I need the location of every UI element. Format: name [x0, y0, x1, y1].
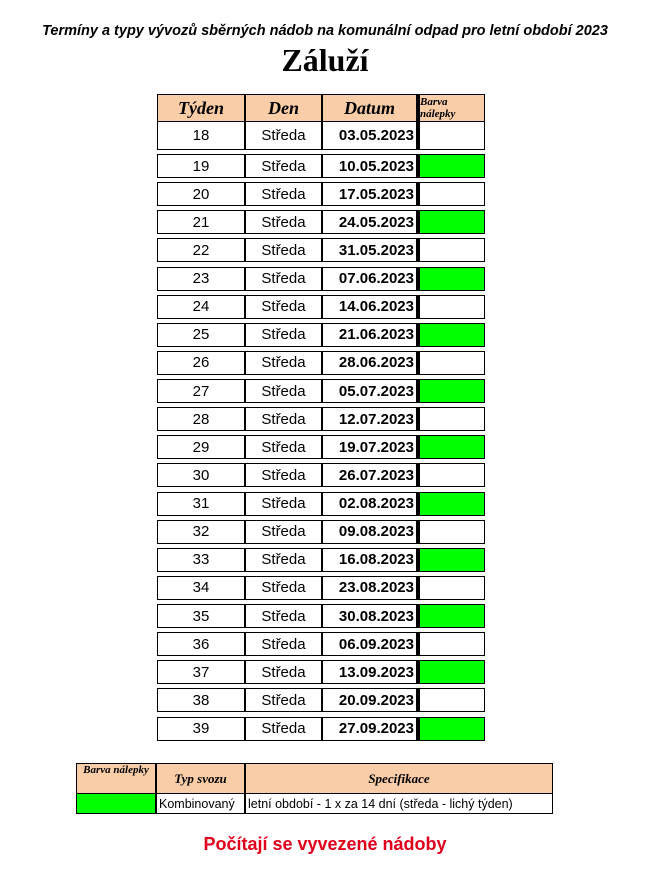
legend-header-row — [76, 763, 553, 794]
table-row — [157, 150, 485, 178]
day-cell: Středa — [245, 548, 322, 572]
table-row — [157, 375, 485, 403]
date-cell: 10.05.2023 — [322, 154, 419, 178]
table-row — [157, 403, 485, 431]
sticker-cell — [419, 520, 485, 544]
week-cell: 22 — [157, 238, 245, 262]
week-cell: 18 — [157, 122, 245, 150]
date-cell: 21.06.2023 — [322, 323, 419, 347]
day-cell: Středa — [245, 717, 322, 741]
week-cell: 32 — [157, 520, 245, 544]
legend-header-type: Typ svozu — [156, 763, 245, 794]
day-cell: Středa — [245, 435, 322, 459]
table-row — [157, 544, 485, 572]
date-cell: 07.06.2023 — [322, 267, 419, 291]
legend-table — [76, 763, 553, 814]
week-cell: 31 — [157, 492, 245, 516]
column-header-sticker: Barva nálepky — [419, 94, 485, 122]
date-cell: 19.07.2023 — [322, 435, 419, 459]
sticker-cell — [419, 295, 485, 319]
sticker-cell — [419, 604, 485, 628]
sticker-cell — [419, 632, 485, 656]
table-row — [157, 488, 485, 516]
week-cell: 24 — [157, 295, 245, 319]
day-cell: Středa — [245, 688, 322, 712]
legend-header-color: Barva nálepky — [76, 763, 156, 794]
sticker-cell — [419, 351, 485, 375]
week-cell: 30 — [157, 463, 245, 487]
week-cell: 28 — [157, 407, 245, 431]
day-cell: Středa — [245, 267, 322, 291]
legend-header-spec: Specifikace — [245, 763, 553, 794]
document-subtitle: Termíny a typy vývozů sběrných nádob na komunální odpad pro letní období 2023 — [42, 23, 608, 39]
day-cell: Středa — [245, 632, 322, 656]
table-row — [157, 656, 485, 684]
sticker-cell — [419, 407, 485, 431]
sticker-cell — [419, 688, 485, 712]
table-row — [157, 291, 485, 319]
table-row — [157, 516, 485, 544]
sticker-cell — [419, 323, 485, 347]
date-cell: 24.05.2023 — [322, 210, 419, 234]
date-cell: 27.09.2023 — [322, 717, 419, 741]
week-cell: 27 — [157, 379, 245, 403]
day-cell: Středa — [245, 379, 322, 403]
date-cell: 14.06.2023 — [322, 295, 419, 319]
day-cell: Středa — [245, 351, 322, 375]
sticker-cell — [419, 182, 485, 206]
table-row — [157, 122, 485, 150]
day-cell: Středa — [245, 210, 322, 234]
footer-note: Počítají se vyvezené nádoby — [203, 834, 447, 854]
legend-row — [76, 794, 553, 814]
table-row — [157, 684, 485, 712]
day-cell: Středa — [245, 463, 322, 487]
day-cell: Středa — [245, 238, 322, 262]
table-row — [157, 628, 485, 656]
day-cell: Středa — [245, 492, 322, 516]
week-cell: 29 — [157, 435, 245, 459]
table-row — [157, 178, 485, 206]
date-cell: 17.05.2023 — [322, 182, 419, 206]
sticker-cell — [419, 435, 485, 459]
schedule-header-row — [157, 94, 485, 122]
date-cell: 23.08.2023 — [322, 576, 419, 600]
day-cell: Středa — [245, 520, 322, 544]
date-cell: 05.07.2023 — [322, 379, 419, 403]
sticker-cell — [419, 548, 485, 572]
table-row — [157, 572, 485, 600]
week-cell: 21 — [157, 210, 245, 234]
week-cell: 37 — [157, 660, 245, 684]
date-cell: 30.08.2023 — [322, 604, 419, 628]
date-cell: 13.09.2023 — [322, 660, 419, 684]
sticker-cell — [419, 210, 485, 234]
table-row — [157, 319, 485, 347]
date-cell: 28.06.2023 — [322, 351, 419, 375]
day-cell: Středa — [245, 122, 322, 150]
table-row — [157, 206, 485, 234]
week-cell: 25 — [157, 323, 245, 347]
week-cell: 33 — [157, 548, 245, 572]
week-cell: 20 — [157, 182, 245, 206]
table-row — [157, 347, 485, 375]
day-cell: Středa — [245, 323, 322, 347]
date-cell: 02.08.2023 — [322, 492, 419, 516]
schedule-rows — [157, 122, 485, 741]
day-cell: Středa — [245, 604, 322, 628]
sticker-cell — [419, 379, 485, 403]
legend-spec: letní období - 1 x za 14 dní (středa - lichý týden) — [245, 794, 553, 814]
date-cell: 31.05.2023 — [322, 238, 419, 262]
date-cell: 03.05.2023 — [322, 122, 419, 150]
table-row — [157, 234, 485, 262]
table-row — [157, 459, 485, 487]
legend-type: Kombinovaný — [156, 794, 245, 814]
page-title: Záluží — [281, 42, 369, 78]
date-cell: 16.08.2023 — [322, 548, 419, 572]
week-cell: 39 — [157, 717, 245, 741]
sticker-cell — [419, 463, 485, 487]
table-row — [157, 713, 485, 741]
sticker-cell — [419, 492, 485, 516]
day-cell: Středa — [245, 154, 322, 178]
day-cell: Středa — [245, 660, 322, 684]
date-cell: 06.09.2023 — [322, 632, 419, 656]
column-header-week: Týden — [157, 94, 245, 122]
week-cell: 36 — [157, 632, 245, 656]
table-row — [157, 263, 485, 291]
day-cell: Středa — [245, 407, 322, 431]
week-cell: 19 — [157, 154, 245, 178]
column-header-date: Datum — [322, 94, 419, 122]
date-cell: 12.07.2023 — [322, 407, 419, 431]
sticker-cell — [419, 660, 485, 684]
day-cell: Středa — [245, 182, 322, 206]
sticker-cell — [419, 267, 485, 291]
day-cell: Středa — [245, 576, 322, 600]
week-cell: 38 — [157, 688, 245, 712]
day-cell: Středa — [245, 295, 322, 319]
date-cell: 20.09.2023 — [322, 688, 419, 712]
week-cell: 34 — [157, 576, 245, 600]
sticker-cell — [419, 717, 485, 741]
week-cell: 35 — [157, 604, 245, 628]
table-row — [157, 600, 485, 628]
table-row — [157, 431, 485, 459]
legend-color-swatch — [76, 794, 156, 814]
sticker-cell — [419, 576, 485, 600]
sticker-cell — [419, 154, 485, 178]
date-cell: 09.08.2023 — [322, 520, 419, 544]
column-header-day: Den — [245, 94, 322, 122]
sticker-cell — [419, 238, 485, 262]
sticker-cell — [419, 122, 485, 150]
schedule-table — [157, 94, 485, 741]
week-cell: 23 — [157, 267, 245, 291]
date-cell: 26.07.2023 — [322, 463, 419, 487]
week-cell: 26 — [157, 351, 245, 375]
